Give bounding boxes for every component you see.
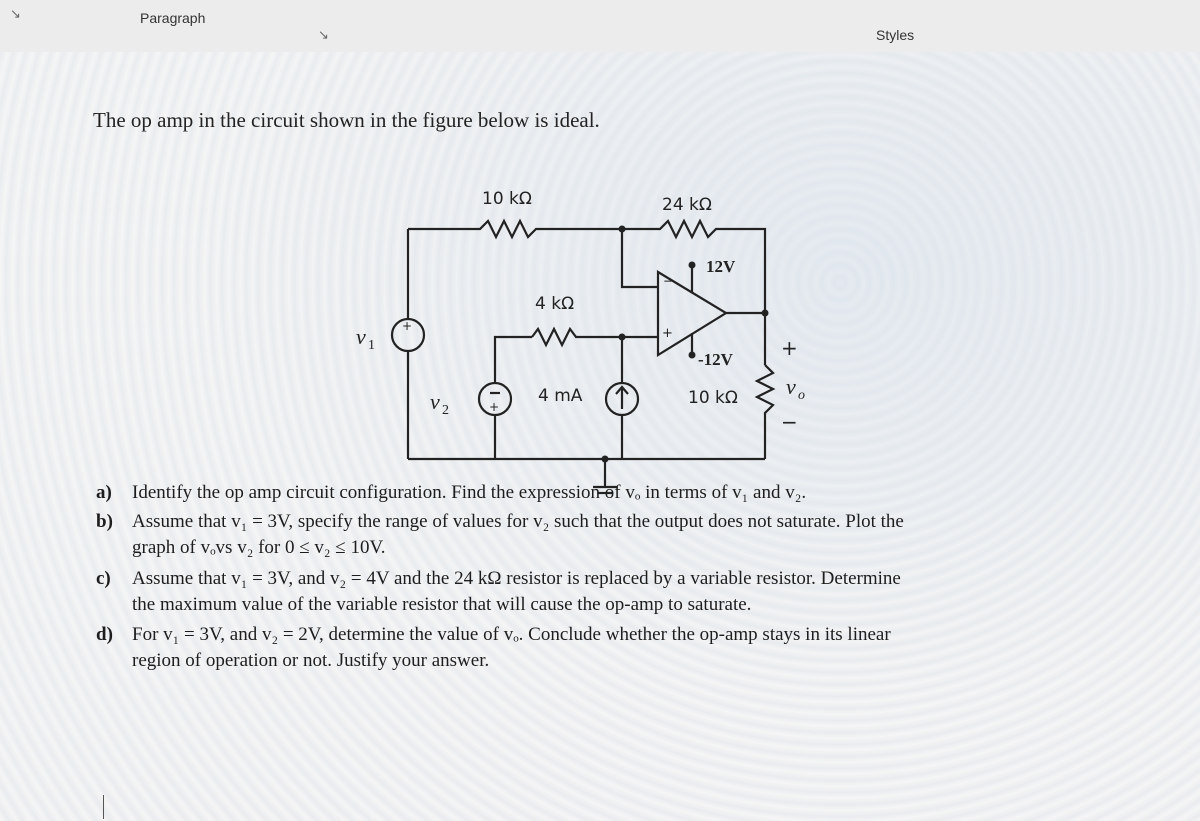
- resistor-load-wire: [757, 365, 773, 459]
- styles-group-label: Styles: [876, 27, 915, 43]
- document-page[interactable]: [0, 52, 1200, 821]
- question-line: region of operation or not. Justify your answer.: [132, 650, 490, 671]
- question-line: the maximum value of the variable resistor that will cause the op-amp to saturate.: [132, 594, 752, 615]
- r3-label: 4 kΩ: [535, 294, 575, 314]
- inverting-input-sign: −: [663, 274, 674, 288]
- question-d: [96, 622, 1066, 674]
- question-line: Assume that v₁ = 3V, and v₂ = 4V and the 24 kΩ resistor is replaced by a variable resistor. Determine: [132, 568, 901, 589]
- question-line: Identify the op amp circuit configuration. Find the expression of vₒ in terms of v₁ and v₂.: [132, 482, 807, 503]
- v1-label: v: [356, 324, 366, 349]
- dialog-launcher-icon[interactable]: ↘: [10, 6, 21, 21]
- v2-plus-sign: +: [489, 400, 500, 414]
- current-source-label: 4 mA: [538, 386, 583, 406]
- question-label: b): [96, 511, 113, 532]
- circuit-diagram: [340, 177, 820, 497]
- paragraph-group-label: Paragraph: [140, 10, 206, 26]
- output-plus-sign: +: [781, 336, 798, 360]
- question-c: [96, 566, 1066, 618]
- question-b: [96, 509, 1066, 561]
- r2-label: 24 kΩ: [662, 195, 712, 215]
- resistor-10k-wire: [408, 221, 622, 237]
- intro-text: The op amp in the circuit shown in the figure below is ideal.: [93, 108, 600, 132]
- v1-subscript: 1: [368, 338, 375, 353]
- question-label: a): [96, 482, 112, 503]
- noninverting-input-sign: +: [662, 326, 673, 341]
- text-cursor: [103, 795, 104, 819]
- r1-label: 10 kΩ: [482, 189, 532, 209]
- resistor-24k-wire: [622, 221, 765, 347]
- question-line: Assume that v₁ = 3V, specify the range of values for v₂ such that the output does not saturate. Plot the: [132, 511, 904, 532]
- ribbon: [0, 0, 1200, 52]
- vo-label: v: [786, 374, 796, 399]
- v1-plus-sign: +: [402, 319, 413, 333]
- v2-label: v: [430, 389, 440, 414]
- question-label: d): [96, 624, 113, 645]
- output-minus-sign: −: [781, 410, 798, 434]
- v2-subscript: 2: [442, 403, 449, 418]
- question-line: For v₁ = 3V, and v₂ = 2V, determine the value of vₒ. Conclude whether the op-amp stays in its linear: [132, 624, 891, 645]
- question-label: c): [96, 568, 111, 589]
- r-load-label: 10 kΩ: [688, 388, 738, 408]
- v-pos-label: 12V: [706, 257, 736, 276]
- question-a: [96, 480, 1066, 506]
- v-neg-label: -12V: [698, 350, 733, 369]
- paragraph-launcher-icon[interactable]: ↘: [318, 27, 329, 42]
- question-line: graph of vₒvs v₂ for 0 ≤ v₂ ≤ 10V.: [132, 537, 386, 558]
- vo-subscript: o: [798, 388, 805, 403]
